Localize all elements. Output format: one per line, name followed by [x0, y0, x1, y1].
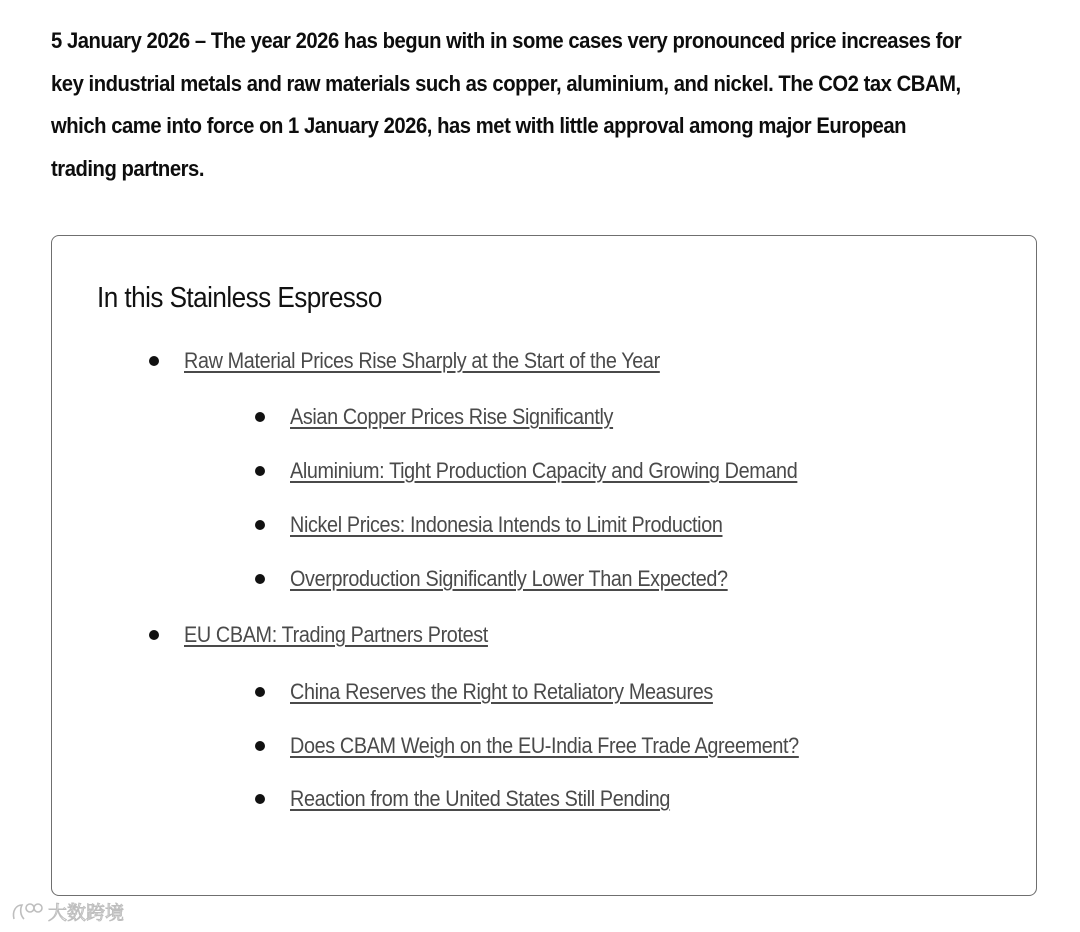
bullet-icon	[255, 412, 265, 422]
toc-subitem	[255, 455, 854, 487]
toc-link-united-states[interactable]: Reaction from the United States Still Pending	[290, 786, 671, 811]
toc-subitem	[255, 783, 712, 815]
bullet-icon	[255, 520, 265, 530]
toc-section-cbam	[149, 619, 522, 651]
intro-paragraph: 5 January 2026 – The year 2026 has begun with in some cases very pronounced price increases for key industrial metals and raw materials such as copper, aluminium, and nickel. The CO2 tax CBAM, which came into force on 1 January 2026, has met with little approval among major European trading partners.	[51, 28, 962, 181]
toc-subitem	[255, 401, 649, 433]
bullet-icon	[255, 466, 265, 476]
table-of-contents	[51, 235, 1037, 896]
toc-subitem	[255, 509, 771, 541]
bullet-icon	[255, 687, 265, 697]
toc-link-raw-materials[interactable]: Raw Material Prices Rise Sharply at the Start of the Year	[184, 348, 660, 373]
toc-subitem	[255, 676, 760, 708]
toc-link-copper[interactable]: Asian Copper Prices Rise Significantly	[290, 404, 614, 429]
watermark-text: 大数跨境	[48, 902, 125, 924]
toc-link-india[interactable]: Does CBAM Weigh on the EU-India Free Trade Agreement?	[290, 733, 799, 758]
toc-link-overproduction[interactable]: Overproduction Significantly Lower Than Expected?	[290, 566, 728, 591]
toc-link-cbam[interactable]: EU CBAM: Trading Partners Protest	[184, 622, 488, 647]
toc-link-aluminium[interactable]: Aluminium: Tight Production Capacity and Growing Demand	[290, 458, 798, 483]
logo-icon	[10, 899, 44, 925]
bullet-icon	[149, 630, 159, 640]
toc-subitem	[255, 730, 855, 762]
watermark	[10, 898, 124, 925]
toc-link-china[interactable]: China Reserves the Right to Retaliatory Measures	[290, 679, 713, 704]
bullet-icon	[255, 741, 265, 751]
toc-section-raw-materials	[149, 345, 713, 377]
bullet-icon	[149, 356, 159, 366]
toc-subitem	[255, 563, 776, 595]
bullet-icon	[255, 574, 265, 584]
toc-link-nickel[interactable]: Nickel Prices: Indonesia Intends to Limit Production	[290, 512, 723, 537]
bullet-icon	[255, 794, 265, 804]
toc-title: In this Stainless Espresso	[97, 282, 382, 314]
